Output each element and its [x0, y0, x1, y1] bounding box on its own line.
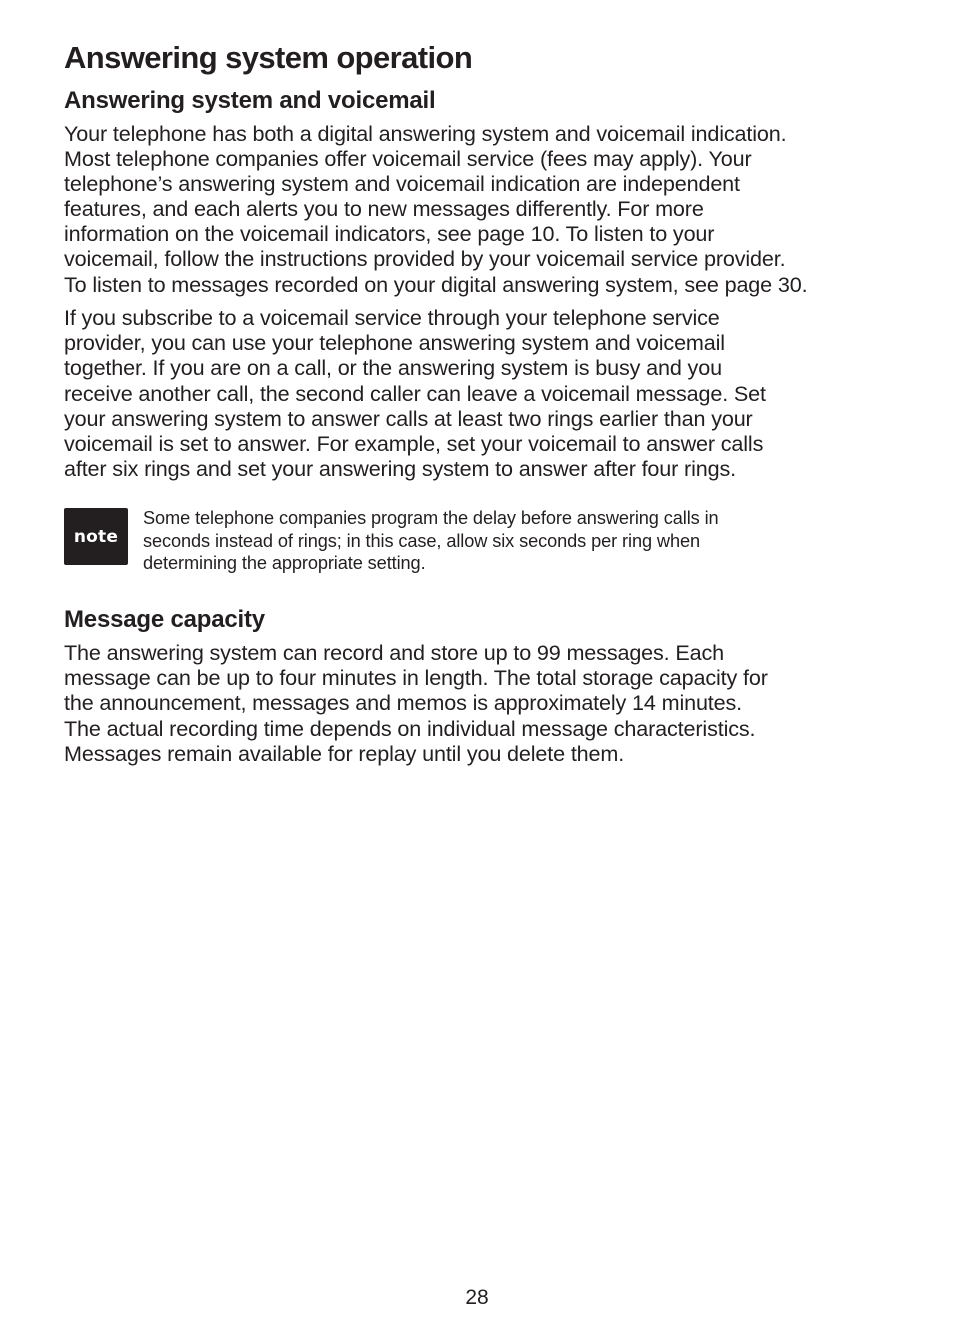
paragraph-line: message can be up to four minutes in length. The total storage capacity for	[64, 665, 768, 690]
paragraph-line: Your telephone has both a digital answering system and voicemail indication.	[64, 121, 787, 146]
note-line: seconds instead of rings; in this case, allow six seconds per ring when	[143, 531, 701, 551]
paragraph-line: provider, you can use your telephone answering system and voicemail	[64, 330, 725, 355]
section-heading-answering-voicemail: Answering system and voicemail	[64, 87, 436, 114]
paragraph-line: The answering system can record and store up to 99 messages. Each	[64, 640, 725, 665]
note-badge-label: note	[73, 526, 119, 547]
page-title: Answering system operation	[64, 40, 473, 75]
paragraph-line: telephone’s answering system and voicemail indication are independent	[64, 171, 740, 196]
paragraph-line: To listen to messages recorded on your digital answering system, see page 30.	[64, 272, 808, 297]
paragraph-line: voicemail, follow the instructions provided by your voicemail service provider.	[64, 246, 786, 271]
paragraph-line: after six rings and set your answering system to answer after four rings.	[64, 456, 736, 481]
paragraph-line: information on the voicemail indicators, see page 10. To listen to your	[64, 221, 715, 246]
section-heading-message-capacity: Message capacity	[64, 606, 265, 633]
paragraph-line: The actual recording time depends on individual message characteristics.	[64, 716, 756, 741]
paragraph-line: receive another call, the second caller can leave a voicemail message. Set	[64, 381, 766, 406]
paragraph-line: the announcement, messages and memos is approximately 14 minutes.	[64, 690, 743, 715]
paragraph-line: features, and each alerts you to new messages differently. For more	[64, 196, 704, 221]
note-line: Some telephone companies program the delay before answering calls in	[143, 508, 719, 528]
paragraph-line: Most telephone companies offer voicemail service (fees may apply). Your	[64, 146, 752, 171]
page-number: 28	[465, 1286, 489, 1309]
paragraph-line: together. If you are on a call, or the answering system is busy and you	[64, 355, 722, 380]
note-icon	[64, 508, 128, 565]
paragraph-line: voicemail is set to answer. For example, set your voicemail to answer calls	[64, 431, 764, 456]
paragraph-line: Messages remain available for replay until you delete them.	[64, 741, 625, 766]
paragraph-line: If you subscribe to a voicemail service through your telephone service	[64, 305, 720, 330]
paragraph-line: your answering system to answer calls at least two rings earlier than your	[64, 406, 753, 431]
note-line: determining the appropriate setting.	[143, 553, 426, 573]
